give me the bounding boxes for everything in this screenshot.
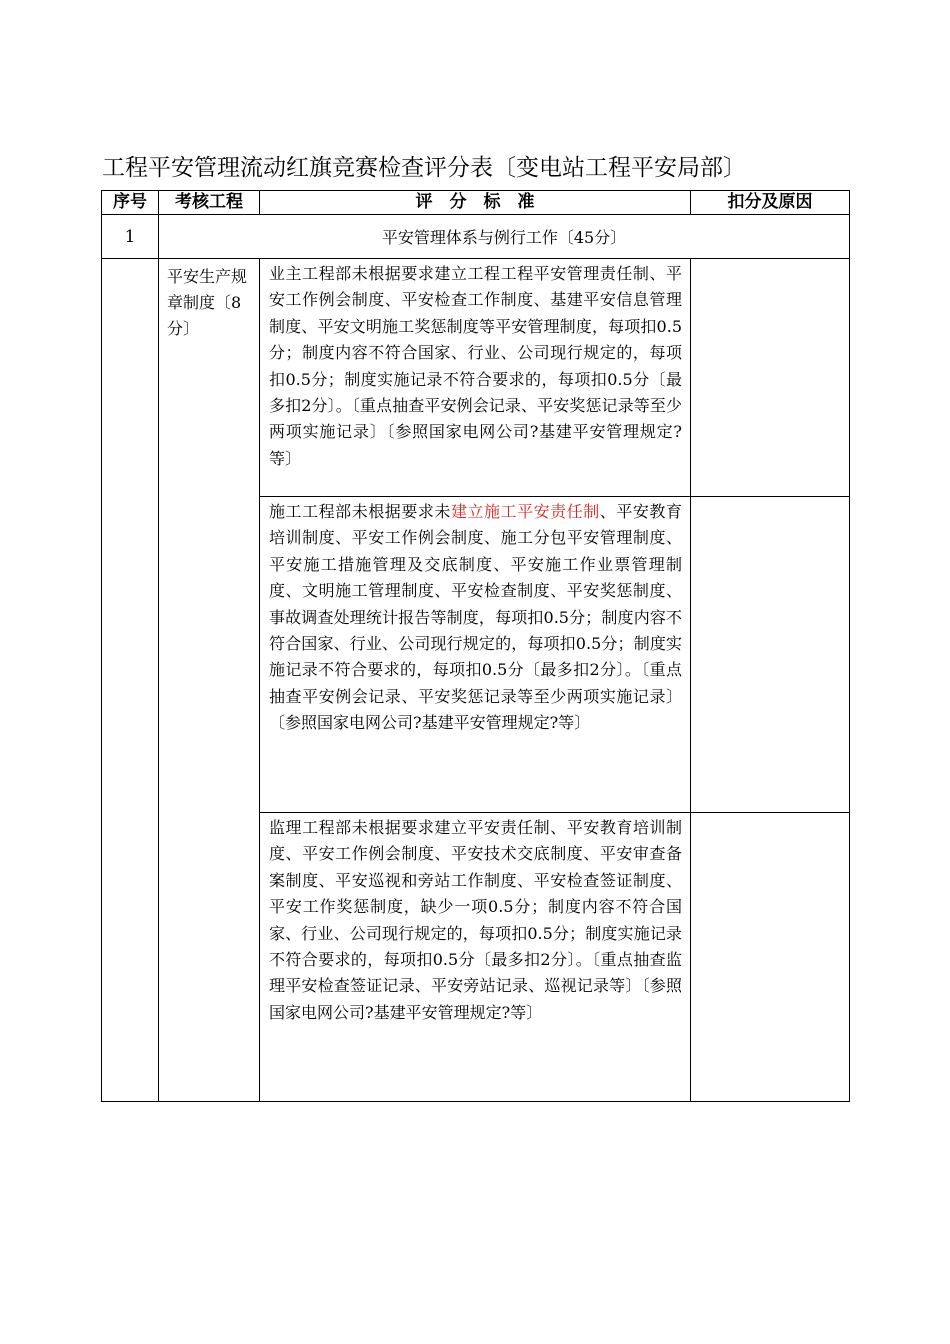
section-row <box>102 215 850 259</box>
section-seq: 1 <box>102 215 159 259</box>
header-criteria: 评 分 标 准 <box>260 191 691 215</box>
header-deduct: 扣分及原因 <box>691 191 850 215</box>
deduct-cell[interactable] <box>691 497 850 813</box>
criteria-suffix: 、平安教育培训制度、平安工作例会制度、施工分包平安管理制度、平安施工措施管理及交底制度、平安施工作业票管理制度、文明施工管理制度、平安检查制度、平安奖惩制度、事故调查处理统计报告等制度，每项扣0.5分；制度内容不符合国家、行业、公司现行规定的，每项扣0.5分；制度实施记录不符合要求的，每项扣0.5分〔最多扣2分〕。〔重点抽查平安例会记录、平安奖惩记录等至少两项实施记录〕〔参照国家电网公司?基建平安管理规定?等〕 <box>269 502 682 733</box>
criteria-prefix: 施工工程部未根据要求未 <box>269 502 451 521</box>
table-row <box>102 259 850 497</box>
item-name: 平安生产规章制度〔8分〕 <box>159 259 260 1102</box>
row-seq-cell <box>102 259 159 1102</box>
header-seq: 序号 <box>102 191 159 215</box>
deduct-cell[interactable] <box>691 813 850 1102</box>
score-table <box>101 190 850 1102</box>
deduct-cell[interactable] <box>691 259 850 497</box>
header-row <box>102 191 850 215</box>
section-title: 平安管理体系与例行工作〔45分〕 <box>159 215 850 259</box>
criteria-owner: 业主工程部未根据要求建立工程工程平安管理责任制、平安工作例会制度、平安检查工作制度、基建平安信息管理制度、平安文明施工奖惩制度等平安管理制度，每项扣0.5分；制度内容不符合国家、行业、公司现行规定的，每项扣0.5分；制度实施记录不符合要求的，每项扣0.5分〔最多扣2分〕。〔重点抽查平安例会记录、平安奖惩记录等至少两项实施记录〕〔参照国家电网公司?基建平安管理规定?等〕 <box>260 259 691 497</box>
criteria-supervision: 监理工程部未根据要求建立平安责任制、平安教育培训制度、平安工作例会制度、平安技术交底制度、平安审查备案制度、平安巡视和旁站工作制度、平安检查签证制度、平安工作奖惩制度，缺少一项0.5分；制度内容不符合国家、行业、公司现行规定的，每项扣0.5分；制度实施记录不符合要求的，每项扣0.5分〔最多扣2分〕。〔重点抽查监理平安检查签证记录、平安旁站记录、巡视记录等〕〔参照国家电网公司?基建平安管理规定?等〕 <box>260 813 691 1102</box>
page-title: 工程平安管理流动红旗竞赛检查评分表〔变电站工程平安局部〕 <box>102 155 746 181</box>
criteria-construction <box>260 497 691 813</box>
criteria-highlight: 建立施工平安责任制 <box>450 502 600 521</box>
header-item: 考核工程 <box>159 191 260 215</box>
